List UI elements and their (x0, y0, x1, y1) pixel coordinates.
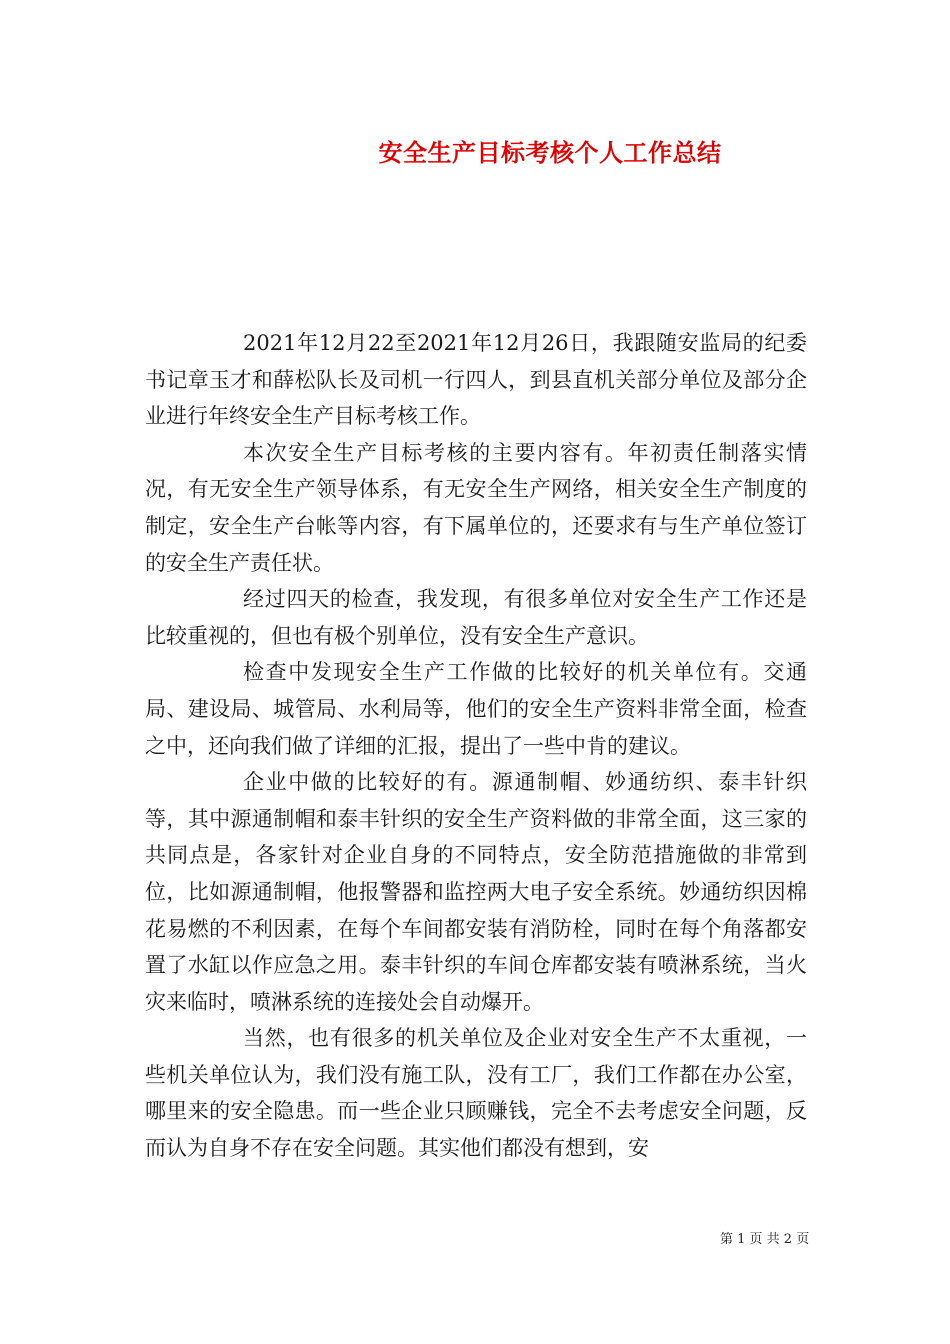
paragraph-4: 检查中发现安全生产工作做的比较好的机关单位有。交通局、建设局、城管局、水利局等，他们的安全生产资料非常全面，检查之中，还向我们做了详细的汇报，提出了一些中肯的建议。 (145, 660, 807, 758)
paragraph-2: 本次安全生产目标考核的主要内容有。年初责任制落实情况，有无安全生产领导体系，有无安全生产网络，相关安全生产制度的制定，安全生产台帐等内容，有下属单位的，还要求有与生产单位签订的安全生产责任状。 (145, 440, 807, 575)
paragraph-3: 经过四天的检查，我发现，有很多单位对安全生产工作还是比较重视的，但也有极个别单位，没有安全生产意识。 (145, 587, 807, 648)
paragraph-1: 2021年12月22至2021年12月26日，我跟随安监局的纪委书记章玉才和薛松队长及司机一行四人，到县直机关部分单位及部分企业进行年终安全生产目标考核工作。 (145, 331, 807, 429)
paragraph-6: 当然，也有很多的机关单位及企业对安全生产不太重视，一些机关单位认为，我们没有施工队，没有工厂，我们工作都在办公室，哪里来的安全隐患。而一些企业只顾赚钱，完全不去考虑安全问题，反而认为自身不存在安全问题。其实他们都没有想到，安 (145, 1026, 807, 1161)
page-number: 第 1 页 共 2 页 (720, 1232, 810, 1247)
paragraph-5: 企业中做的比较好的有。源通制帽、妙通纺织、泰丰针织等，其中源通制帽和泰丰针织的安全生产资料做的非常全面，这三家的共同点是，各家针对企业自身的不同特点，安全防范措施做的非常到位，比如源通制帽，他报警器和监控两大电子安全系统。妙通纺织因棉花易燃的不利因素，在每个车间都安装有消防栓，同时在每个角落都安置了水缸以作应急之用。泰丰针织的车间仓库都安装有喷淋系统，当火灾来临时，喷淋系统的连接处会自动爆开。 (145, 770, 807, 1014)
document-body (145, 325, 807, 1167)
document-title: 安全生产目标考核个人工作总结 (378, 139, 722, 167)
